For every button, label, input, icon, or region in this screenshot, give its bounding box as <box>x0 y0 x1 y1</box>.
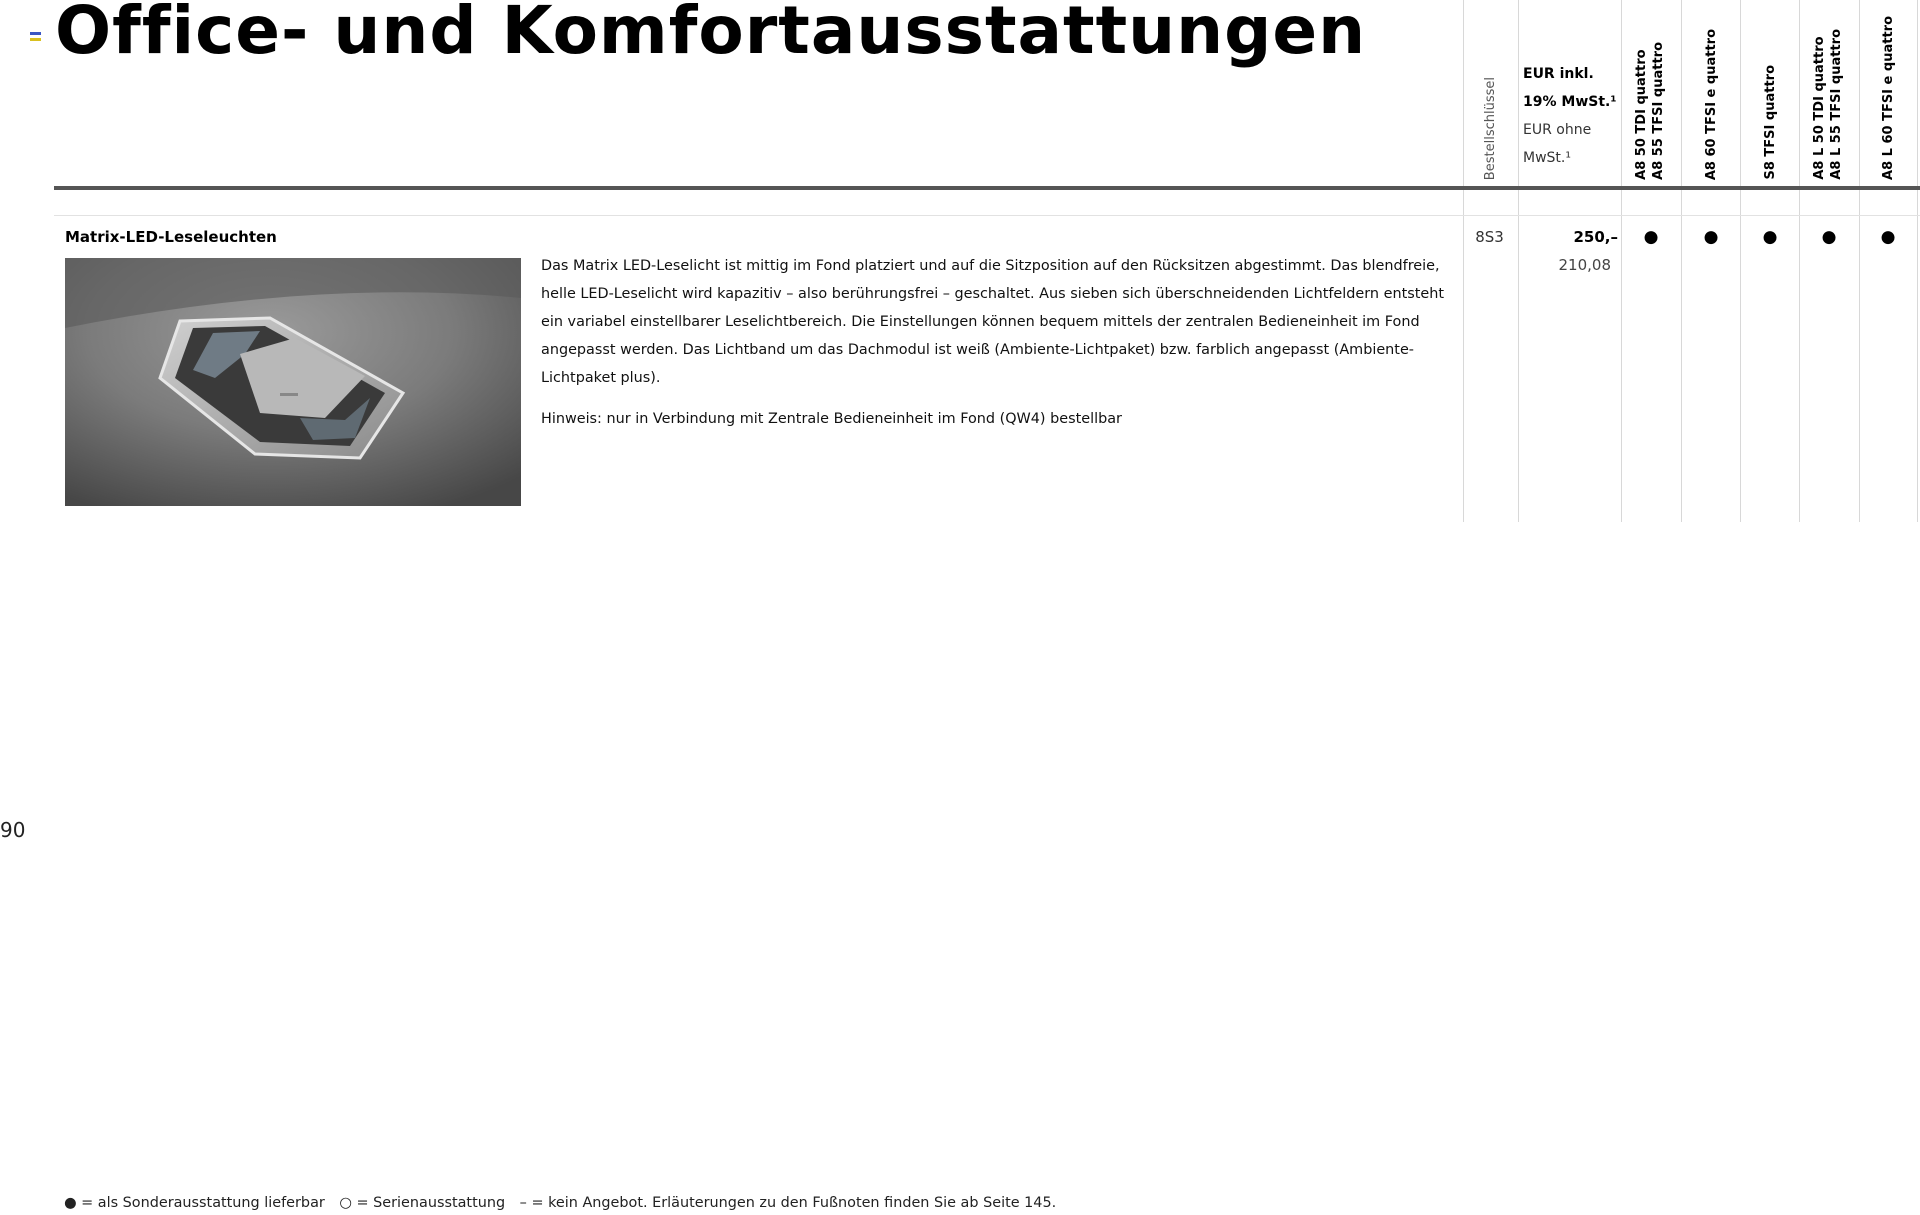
availability-model-4: ● <box>1821 227 1837 247</box>
availability-model-5: ● <box>1880 227 1896 247</box>
item-description-block <box>541 252 1453 433</box>
page-title: Office- und Komfortausstattungen <box>55 0 1367 69</box>
price-incl-label-2: 19% MwSt.¹ <box>1523 94 1617 110</box>
page-number: 90 <box>0 818 26 842</box>
flag-icon <box>30 32 41 41</box>
item-hint: Hinweis: nur in Verbindung mit Zentrale Bedieneinheit im Fond (QW4) bestellbar <box>541 411 1122 427</box>
column-divider <box>1859 0 1860 522</box>
legend <box>64 1195 1066 1211</box>
column-divider <box>1740 0 1741 522</box>
column-divider <box>1799 0 1800 522</box>
item-description: Das Matrix LED-Leselicht ist mittig im Fond platziert und auf die Sitzposition auf den Rücksitzen abgestimmt. Das blendfreie, helle LED-Leselicht wird kapazitiv – also berührungsfrei – geschaltet. Aus sieben sich überschneidenden Lichtfeldern entsteht ein variabel einstellbarer Leselichtbereich. Die Einstellungen können bequem mittels der zentralen Bedieneinheit im Fond angepasst werden. Das Lichtband um das Dachmodul ist weiß (Ambiente-Lichtpaket) bzw. farblich angepasst (Ambiente-Lichtpaket plus). <box>541 258 1444 386</box>
column-header-order-key: Bestellschlüssel <box>1483 76 1498 180</box>
price-excl-label-2: MwSt.¹ <box>1523 150 1571 166</box>
availability-model-2: ● <box>1703 227 1719 247</box>
legend-standard: ○ = Serienausstattung <box>339 1195 506 1211</box>
legend-none: – = kein Angebot. Erläuterungen zu den Fußnoten finden Sie ab Seite 145. <box>519 1195 1057 1211</box>
flag-stripe-yellow <box>30 38 41 41</box>
column-header-price <box>1523 60 1623 172</box>
column-divider <box>1681 0 1682 522</box>
column-header-model-2: A8 60 TFSI e quattro <box>1704 28 1719 180</box>
column-divider <box>1917 0 1918 522</box>
availability-model-3: ● <box>1762 227 1778 247</box>
item-title: Matrix-LED-Leseleuchten <box>65 228 277 246</box>
price-incl-vat: 250,– <box>1573 228 1618 246</box>
column-header-model-3: S8 TFSI quattro <box>1763 65 1778 180</box>
price-incl-label-1: EUR inkl. <box>1523 66 1594 82</box>
price-excl-vat: 210,08 <box>1558 256 1611 274</box>
column-header-model-4: A8 L 50 TDI quattro A8 L 55 TFSI quattro <box>1812 29 1844 180</box>
price-excl-label-1: EUR ohne <box>1523 122 1592 138</box>
row-divider <box>54 215 1920 216</box>
reading-light-image <box>65 258 521 506</box>
reading-light-photo <box>65 258 521 506</box>
column-divider <box>1463 0 1464 522</box>
availability-model-1: ● <box>1643 227 1659 247</box>
header-rule <box>54 186 1920 190</box>
column-header-model-5: A8 L 60 TFSI e quattro <box>1881 16 1896 180</box>
column-header-model-1: A8 50 TDI quattro A8 55 TFSI quattro <box>1634 42 1666 180</box>
order-code: 8S3 <box>1475 228 1504 246</box>
legend-optional: ● = als Sonderausstattung lieferbar <box>64 1195 325 1211</box>
